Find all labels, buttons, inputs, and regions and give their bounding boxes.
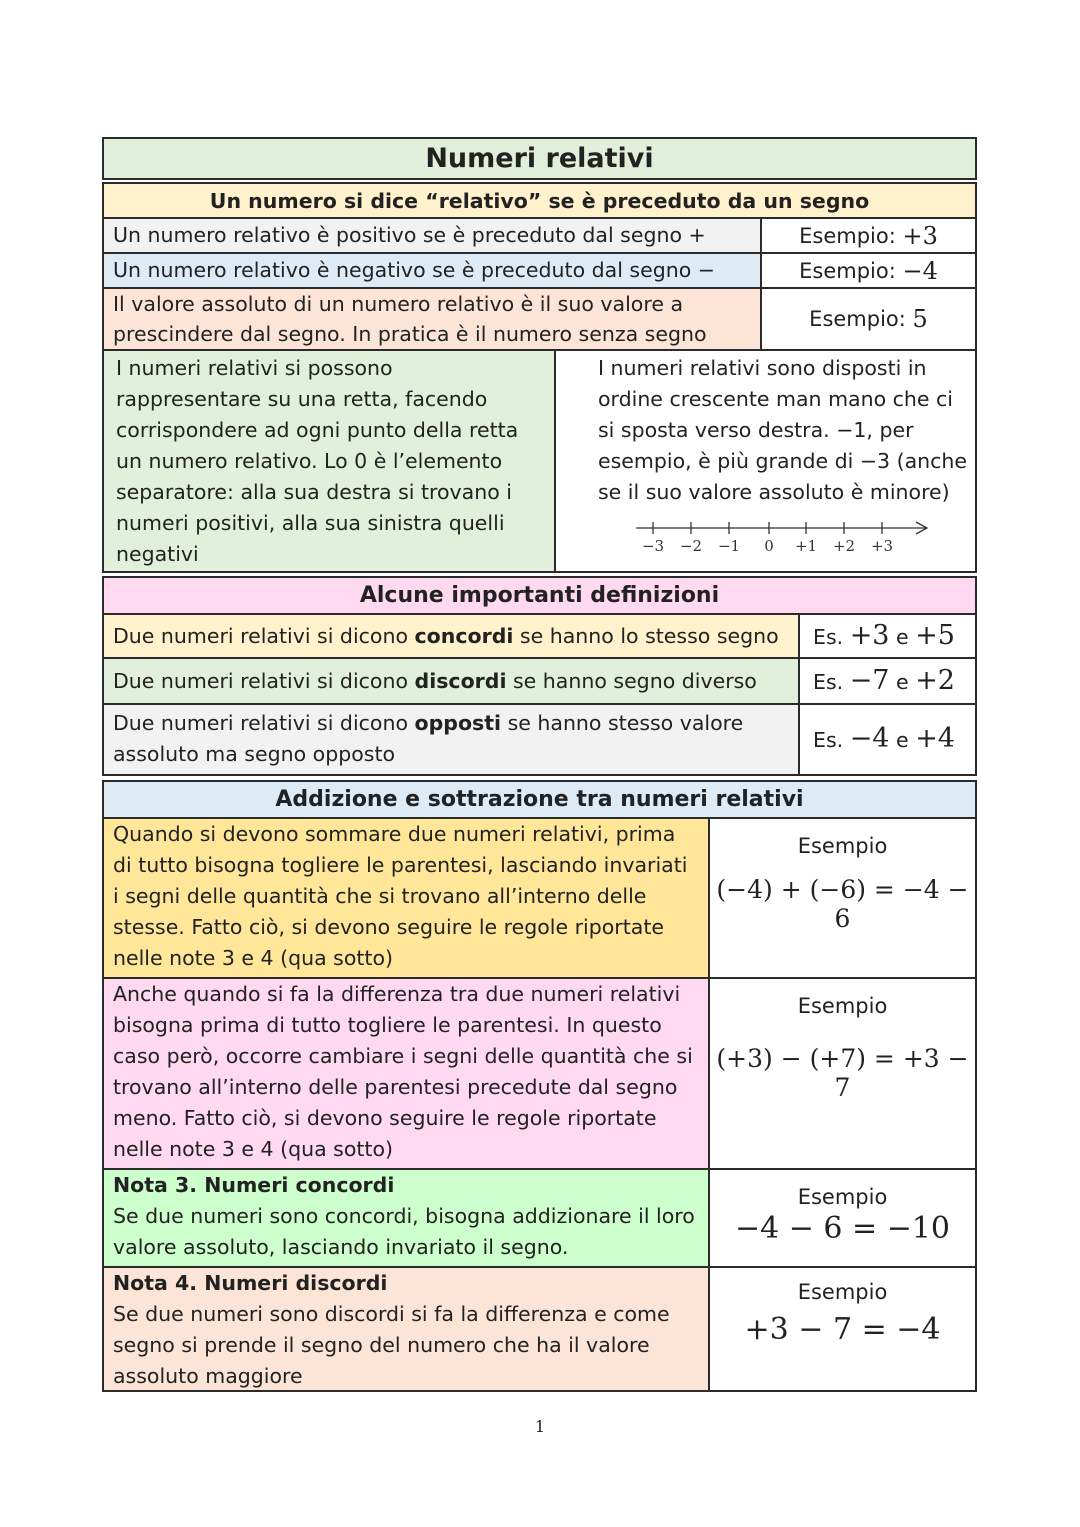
text-part: se hanno stesso valore bbox=[501, 711, 744, 735]
example-label: Esempio bbox=[797, 994, 888, 1018]
positive-text: Un numero relativo è positivo se è preceduto dal segno + bbox=[113, 223, 706, 247]
text-line: trovano all’interno delle parentesi precedute dal segno bbox=[113, 1075, 678, 1099]
row-difference bbox=[104, 979, 975, 1170]
example-label: Esempio bbox=[797, 834, 888, 858]
example-value: 5 bbox=[912, 305, 928, 333]
section-header-text: Un numero si dice “relativo” se è preceduto da un segno bbox=[209, 188, 870, 213]
note-title: Nota 3. Numeri concordi bbox=[113, 1173, 395, 1197]
example-cell bbox=[760, 254, 975, 287]
text-line: Anche quando si fa la differenza tra due numeri relativi bbox=[113, 982, 681, 1006]
example-label: Esempio: bbox=[809, 307, 906, 331]
note-title: Nota 4. Numeri discordi bbox=[113, 1271, 388, 1295]
row-absolute bbox=[104, 289, 975, 351]
row-nota-4 bbox=[104, 1268, 975, 1390]
text-line: caso però, occorre cambiare i segni delle quantità che si bbox=[113, 1044, 693, 1068]
text-line: rappresentare su una retta, facendo bbox=[116, 387, 488, 411]
text-line: valore assoluto, lasciando invariato il segno. bbox=[113, 1235, 569, 1259]
text-line: bisogna prima di tutto togliere le parentesi. In questo bbox=[113, 1013, 662, 1037]
example-label: Es. bbox=[813, 670, 844, 694]
text-line: di tutto bisogna togliere le parentesi, lasciando invariati bbox=[113, 853, 688, 877]
example-value: +2 bbox=[915, 665, 955, 696]
example-label: Esempio: bbox=[799, 258, 896, 283]
example-cell bbox=[760, 289, 975, 349]
example-cell bbox=[708, 819, 975, 977]
definition-text bbox=[104, 705, 798, 774]
tick-label: 0 bbox=[764, 537, 774, 555]
example-cell bbox=[760, 219, 975, 252]
text-line: segno si prende il segno del numero che ha il valore bbox=[113, 1333, 650, 1357]
text-line: I numeri relativi si possono bbox=[116, 356, 393, 380]
tick-label: −1 bbox=[717, 537, 741, 555]
absolute-line-1: Il valore assoluto di un numero relativo è il suo valore a bbox=[113, 292, 684, 316]
text-line: Quando si devono sommare due numeri relativi, prima bbox=[113, 822, 676, 846]
text-line: nelle note 3 e 4 (qua sotto) bbox=[113, 946, 393, 970]
text-line: stesse. Fatto ciò, si devono seguire le regole riportate bbox=[113, 915, 664, 939]
conjunction: e bbox=[896, 728, 909, 752]
text-line: meno. Fatto ciò, si devono seguire le regole riportate bbox=[113, 1106, 657, 1130]
text-line: negativi bbox=[116, 542, 199, 566]
definition-text bbox=[104, 615, 798, 657]
tick-label: −2 bbox=[679, 537, 703, 555]
section-header bbox=[104, 578, 975, 615]
text-line: un numero relativo. Lo 0 è l’elemento bbox=[116, 449, 503, 473]
number-line-explanation bbox=[104, 351, 554, 571]
example-label: Esempio bbox=[797, 1280, 888, 1304]
example-cell bbox=[708, 979, 975, 1168]
ordering-explanation bbox=[554, 351, 975, 571]
example-label: Esempio bbox=[797, 1185, 888, 1209]
example-cell bbox=[798, 615, 975, 657]
example-label: Es. bbox=[813, 728, 844, 752]
example-formula: (−4) + (−6) = −4 − 6 bbox=[716, 875, 969, 933]
text-line: separatore: alla sua destra si trovano i bbox=[116, 480, 512, 504]
page-title-box bbox=[102, 137, 977, 180]
note-text bbox=[104, 1170, 708, 1266]
text-line: nelle note 3 e 4 (qua sotto) bbox=[113, 1137, 393, 1161]
example-cell bbox=[798, 659, 975, 703]
row-negative bbox=[104, 254, 975, 289]
example-label: Es. bbox=[813, 625, 844, 649]
text-part: Due numeri relativi si dicono bbox=[113, 624, 415, 648]
text-part: se hanno segno diverso bbox=[506, 669, 757, 693]
example-formula: (+3) − (+7) = +3 − 7 bbox=[716, 1044, 969, 1102]
example-value: −4 bbox=[902, 256, 938, 285]
example-formula: −4 − 6 = −10 bbox=[734, 1211, 951, 1246]
text-part: se hanno lo stesso segno bbox=[513, 624, 779, 648]
text-line: i segni delle quantità che si trovano all’interno delle bbox=[113, 884, 647, 908]
text-line: si sposta verso destra. −1, per bbox=[598, 418, 914, 442]
negative-text: Un numero relativo è negativo se è preceduto dal segno − bbox=[113, 258, 715, 282]
keyword: opposti bbox=[414, 711, 502, 735]
text-part: Due numeri relativi si dicono bbox=[113, 669, 415, 693]
page-number: 1 bbox=[534, 1417, 546, 1436]
text-line: assoluto ma segno opposto bbox=[113, 742, 396, 766]
section-header bbox=[104, 184, 975, 219]
text-line: numeri positivi, alla sua sinistra quelli bbox=[116, 511, 505, 535]
tick-label: +3 bbox=[870, 537, 894, 555]
definition-text bbox=[104, 289, 760, 349]
text-line: Se due numeri sono concordi, bisogna addizionare il loro bbox=[113, 1204, 695, 1228]
row-discordi bbox=[104, 659, 975, 705]
page-title: Numeri relativi bbox=[425, 143, 654, 174]
text-line: assoluto maggiore bbox=[113, 1364, 303, 1388]
row-nota-3 bbox=[104, 1170, 975, 1268]
example-value: +5 bbox=[915, 620, 955, 651]
text-part: Due numeri relativi si dicono bbox=[113, 711, 415, 735]
absolute-line-2: prescindere dal segno. In pratica è il numero senza segno bbox=[113, 322, 707, 346]
definition-text bbox=[104, 659, 798, 703]
example-value: +3 bbox=[849, 620, 890, 651]
section-header-text: Alcune importanti definizioni bbox=[359, 583, 720, 608]
example-value: +4 bbox=[915, 723, 955, 754]
section-relativi bbox=[102, 182, 977, 573]
note-text bbox=[104, 1268, 708, 1390]
example-value: −4 bbox=[849, 723, 890, 754]
example-cell bbox=[708, 1268, 975, 1390]
tick-label: +1 bbox=[794, 537, 818, 555]
text-line: se il suo valore assoluto è minore) bbox=[598, 480, 950, 504]
section-header bbox=[104, 782, 975, 819]
text-line: I numeri relativi sono disposti in bbox=[598, 356, 927, 380]
tick-label: −3 bbox=[641, 537, 665, 555]
section-definizioni bbox=[102, 576, 977, 776]
example-cell bbox=[798, 705, 975, 774]
conjunction: e bbox=[896, 625, 909, 649]
text-line: ordine crescente man mano che ci bbox=[598, 387, 954, 411]
text-line: Se due numeri sono discordi si fa la differenza e come bbox=[113, 1302, 670, 1326]
rule-text bbox=[104, 979, 708, 1168]
section-header-text: Addizione e sottrazione tra numeri relativi bbox=[275, 787, 804, 812]
text-line: corrispondere ad ogni punto della retta bbox=[116, 418, 519, 442]
row-number-line bbox=[104, 351, 975, 571]
conjunction: e bbox=[896, 670, 909, 694]
text-line: esempio, è più grande di −3 (anche bbox=[598, 449, 968, 473]
keyword: concordi bbox=[414, 624, 514, 648]
rule-text bbox=[104, 819, 708, 977]
example-value: +3 bbox=[902, 221, 938, 250]
row-sum bbox=[104, 819, 975, 979]
row-concordi bbox=[104, 615, 975, 659]
row-opposti bbox=[104, 705, 975, 774]
definition-text bbox=[104, 219, 760, 252]
example-value: −7 bbox=[849, 665, 890, 696]
example-formula: +3 − 7 = −4 bbox=[744, 1312, 941, 1347]
number-line bbox=[636, 514, 936, 558]
example-label: Esempio: bbox=[799, 223, 896, 248]
tick-label: +2 bbox=[832, 537, 856, 555]
example-cell bbox=[708, 1170, 975, 1266]
section-addizione bbox=[102, 780, 977, 1392]
definition-text bbox=[104, 254, 760, 287]
keyword: discordi bbox=[414, 669, 507, 693]
row-positive bbox=[104, 219, 975, 254]
